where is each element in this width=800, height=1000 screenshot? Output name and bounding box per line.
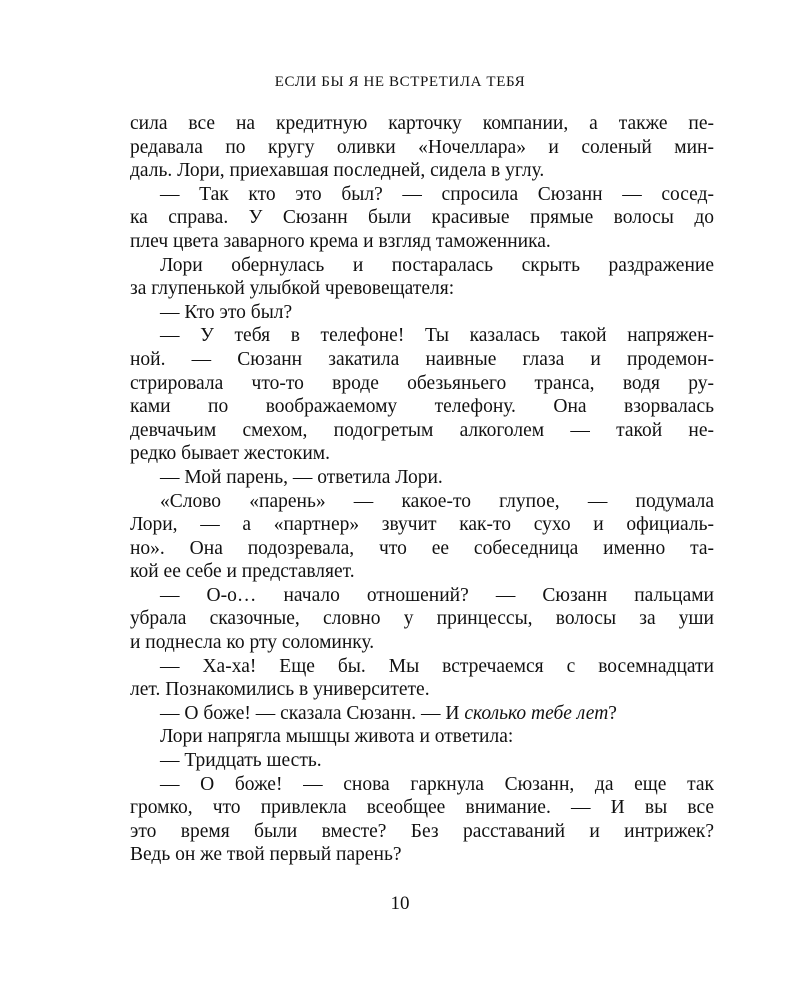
text-line bbox=[130, 513, 714, 537]
body-text bbox=[130, 112, 714, 867]
text-line bbox=[130, 560, 714, 584]
text-line-content: убрала сказочные, словно у принцессы, волосы за уши bbox=[130, 608, 714, 630]
text-line bbox=[130, 796, 714, 820]
text-line-content: и поднесла ко рту соломинку. bbox=[130, 632, 375, 654]
text-line-content: кой ее себе и представляет. bbox=[130, 561, 355, 583]
text-line bbox=[130, 442, 714, 466]
text-line-content: громко, что привлекла всеобщее внимание. — И вы все bbox=[130, 797, 714, 819]
text-line bbox=[130, 419, 714, 443]
text-line-content: Лори обернулась и постаралась скрыть раздражение bbox=[160, 254, 714, 276]
text-line bbox=[130, 584, 714, 608]
text-line-content: «Слово «парень» — какое-то глупое, — подумала bbox=[160, 490, 714, 512]
text-line-content: за глупенькой улыбкой чревовещателя: bbox=[130, 278, 455, 300]
text-line-content: девчачьим смехом, подогретым алкоголем — такой не- bbox=[130, 419, 714, 441]
text-line-content: ной. — Сюзанн закатила наивные глаза и продемон- bbox=[130, 348, 714, 370]
page-number: 10 bbox=[390, 893, 410, 914]
text-line bbox=[130, 843, 714, 867]
text-line-content: редавала по кругу оливки «Ночеллара» и соленый мин- bbox=[130, 136, 714, 158]
text-line bbox=[130, 324, 714, 348]
text-line bbox=[130, 183, 714, 207]
text-line-content: — У тебя в телефоне! Ты казалась такой напряжен- bbox=[160, 325, 714, 347]
text-line bbox=[130, 702, 714, 726]
text-line-content: Ведь он же твой первый парень? bbox=[130, 844, 402, 866]
text-line bbox=[130, 773, 714, 797]
text-line-content: сила все на кредитную карточку компании, а также пе- bbox=[130, 113, 714, 134]
text-line bbox=[130, 490, 714, 514]
text-line-content: — О-о… начало отношений? — Сюзанн пальцами bbox=[160, 584, 714, 606]
running-head: ЕСЛИ БЫ Я НЕ ВСТРЕТИЛА ТЕБЯ bbox=[274, 74, 526, 90]
text-line bbox=[130, 725, 714, 749]
text-line bbox=[130, 749, 714, 773]
text-line-content: — О боже! — снова гаркнула Сюзанн, да еще так bbox=[160, 773, 714, 795]
text-line-content: ками по воображаемому телефону. Она взорвалась bbox=[130, 396, 714, 418]
text-line-content: — Так кто это был? — спросила Сюзанн — сосед- bbox=[160, 183, 714, 205]
text-line bbox=[130, 136, 714, 160]
text-line-content: Лори напрягла мышцы живота и ответила: bbox=[160, 726, 514, 748]
text-line bbox=[130, 254, 714, 278]
text-line bbox=[130, 277, 714, 301]
text-line-content: даль. Лори, приехавшая последней, сидела в углу. bbox=[130, 160, 545, 182]
text-line bbox=[130, 372, 714, 396]
text-line bbox=[130, 607, 714, 631]
text-line-content: стрировала что-то вроде обезьяньего транса, водя ру- bbox=[130, 372, 714, 394]
text-line-content: — Кто это был? bbox=[160, 301, 293, 323]
text-line bbox=[130, 301, 714, 325]
text-line-italic: сколько тебе лет bbox=[464, 702, 609, 724]
text-line bbox=[130, 631, 714, 655]
text-line bbox=[130, 678, 714, 702]
text-line bbox=[130, 655, 714, 679]
text-line bbox=[130, 537, 714, 561]
text-line-content: — Мой парень, — ответила Лори. bbox=[160, 466, 443, 488]
text-line-content: но». Она подозревала, что ее собеседница именно та- bbox=[130, 537, 714, 559]
text-line-content: — Ха-ха! Еще бы. Мы встречаемся с восемнадцати bbox=[160, 655, 714, 677]
text-line-content: — Тридцать шесть. bbox=[160, 750, 322, 772]
text-line-content: — О боже! — сказала Сюзанн. — И bbox=[160, 702, 465, 724]
text-line bbox=[130, 206, 714, 230]
text-line-content: редко бывает жестоким. bbox=[130, 443, 331, 465]
text-line bbox=[130, 466, 714, 490]
text-line-tail: ? bbox=[608, 702, 617, 724]
text-line bbox=[130, 112, 714, 136]
text-line-content: это время были вместе? Без расставаний и интрижек? bbox=[130, 820, 714, 842]
text-line bbox=[130, 395, 714, 419]
text-line-content: лет. Познакомились в университете. bbox=[130, 679, 430, 701]
text-line-content: ка справа. У Сюзанн были красивые прямые волосы до bbox=[130, 207, 714, 229]
text-line bbox=[130, 159, 714, 183]
text-line bbox=[130, 348, 714, 372]
text-line-content: плеч цвета заварного крема и взгляд таможенника. bbox=[130, 230, 551, 252]
text-line bbox=[130, 230, 714, 254]
text-line bbox=[130, 820, 714, 844]
text-line-content: Лори, — а «партнер» звучит как-то сухо и официаль- bbox=[130, 514, 714, 536]
